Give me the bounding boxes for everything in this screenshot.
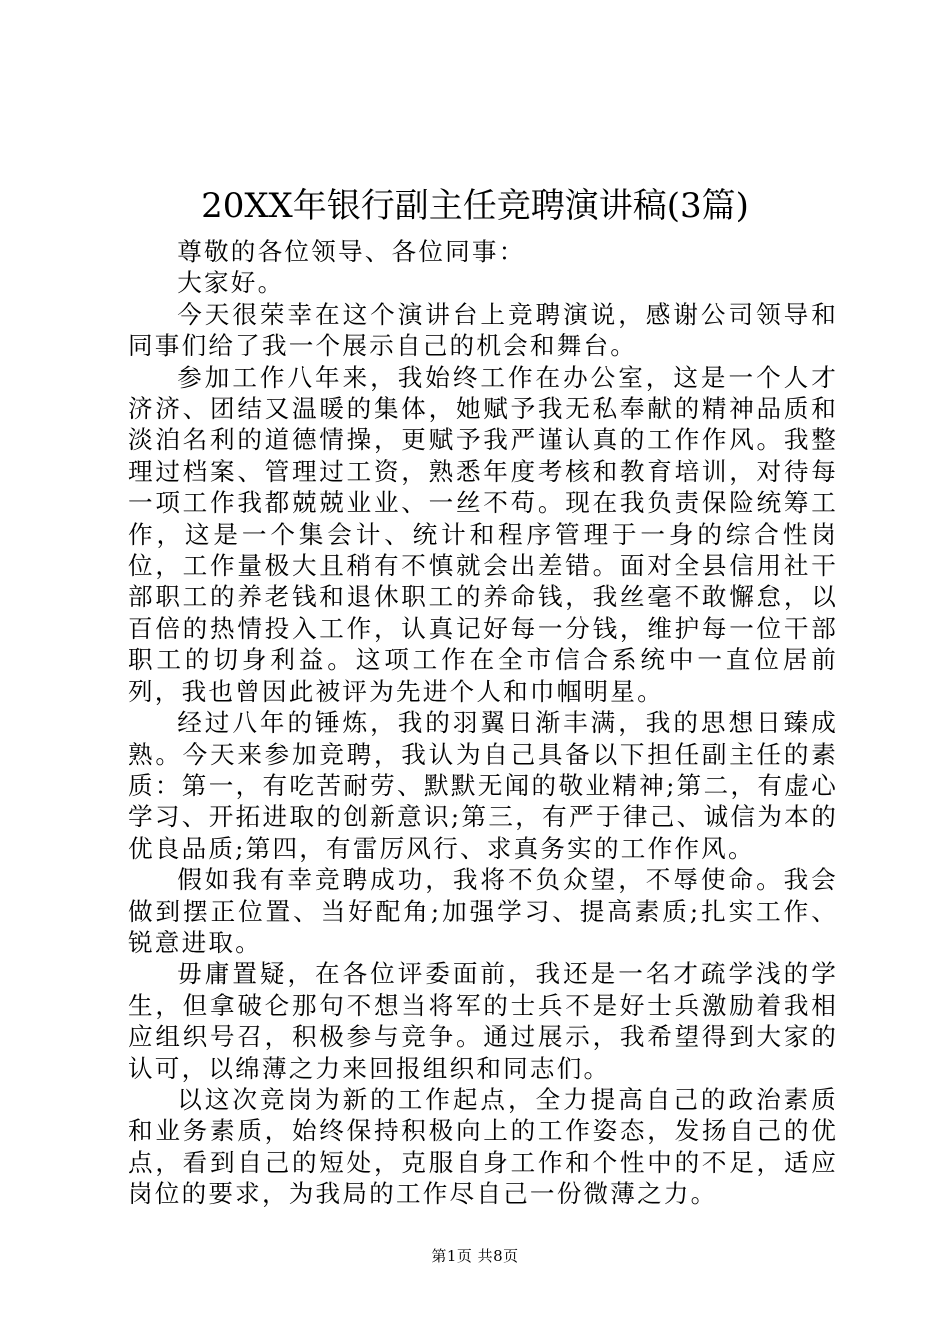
document-title: 20XX年银行副主任竞聘演讲稿(3篇) <box>201 186 749 226</box>
body-paragraph: 假如我有幸竞聘成功，我将不负众望，不辱使命。我会做到摆正位置、当好配角;加强学习、提高素质;扎实工作、锐意进取。 <box>128 865 838 957</box>
body-paragraph: 经过八年的锤炼，我的羽翼日渐丰满，我的思想日臻成熟。今天来参加竞聘，我认为自己具备以下担任副主任的素质：第一，有吃苦耐劳、默默无闻的敬业精神;第二，有虚心学习、开拓进取的创新意识;第三，有严于律己、诚信为本的优良品质;第四，有雷厉风行、求真务实的工作作风。 <box>128 708 838 863</box>
document-body <box>128 236 838 1210</box>
salutation-paragraph: 尊敬的各位领导、各位同事： <box>177 237 526 266</box>
body-paragraph: 毋庸置疑，在各位评委面前，我还是一名才疏学浅的学生，但拿破仑那句不想当将军的士兵不是好士兵激励着我相应组织号召，积极参与竞争。通过展示，我希望得到大家的认可，以绵薄之力来回报组织和同志们。 <box>128 959 838 1083</box>
greeting-paragraph: 大家好。 <box>177 268 285 298</box>
body-paragraph: 今天很荣幸在这个演讲台上竞聘演说，感谢公司领导和同事们给了我一个展示自己的机会和舞台。 <box>128 299 838 361</box>
body-paragraph: 以这次竞岗为新的工作起点，全力提高自己的政治素质和业务素质，始终保持积极向上的工作姿态，发扬自己的优点，看到自己的短处，克服自身工作和个性中的不足，适应岗位的要求，为我局的工作尽自己一份微薄之力。 <box>128 1084 838 1209</box>
body-paragraph: 参加工作八年来，我始终工作在办公室，这是一个人才济济、团结又温暖的集体，她赋予我无私奉献的精神品质和淡泊名利的道德情操，更赋予我严谨认真的工作作风。我整理过档案、管理过工资，熟悉年度考核和教育培训，对待每一项工作我都兢兢业业、一丝不苟。现在我负责保险统筹工作，这是一个集会计、统计和程序管理于一身的综合性岗位，工作量极大且稍有不慎就会出差错。面对全县信用社干部职工的养老钱和退休职工的养命钱，我丝毫不敢懈怠，以百倍的热情投入工作，认真记好每一分钱，维护每一位干部职工的切身利益。这项工作在全市信合系统中一直位居前列，我也曾因此被评为先进个人和巾帼明星。 <box>128 362 838 706</box>
page-number-footer: 第1页 共8页 <box>431 1247 519 1265</box>
